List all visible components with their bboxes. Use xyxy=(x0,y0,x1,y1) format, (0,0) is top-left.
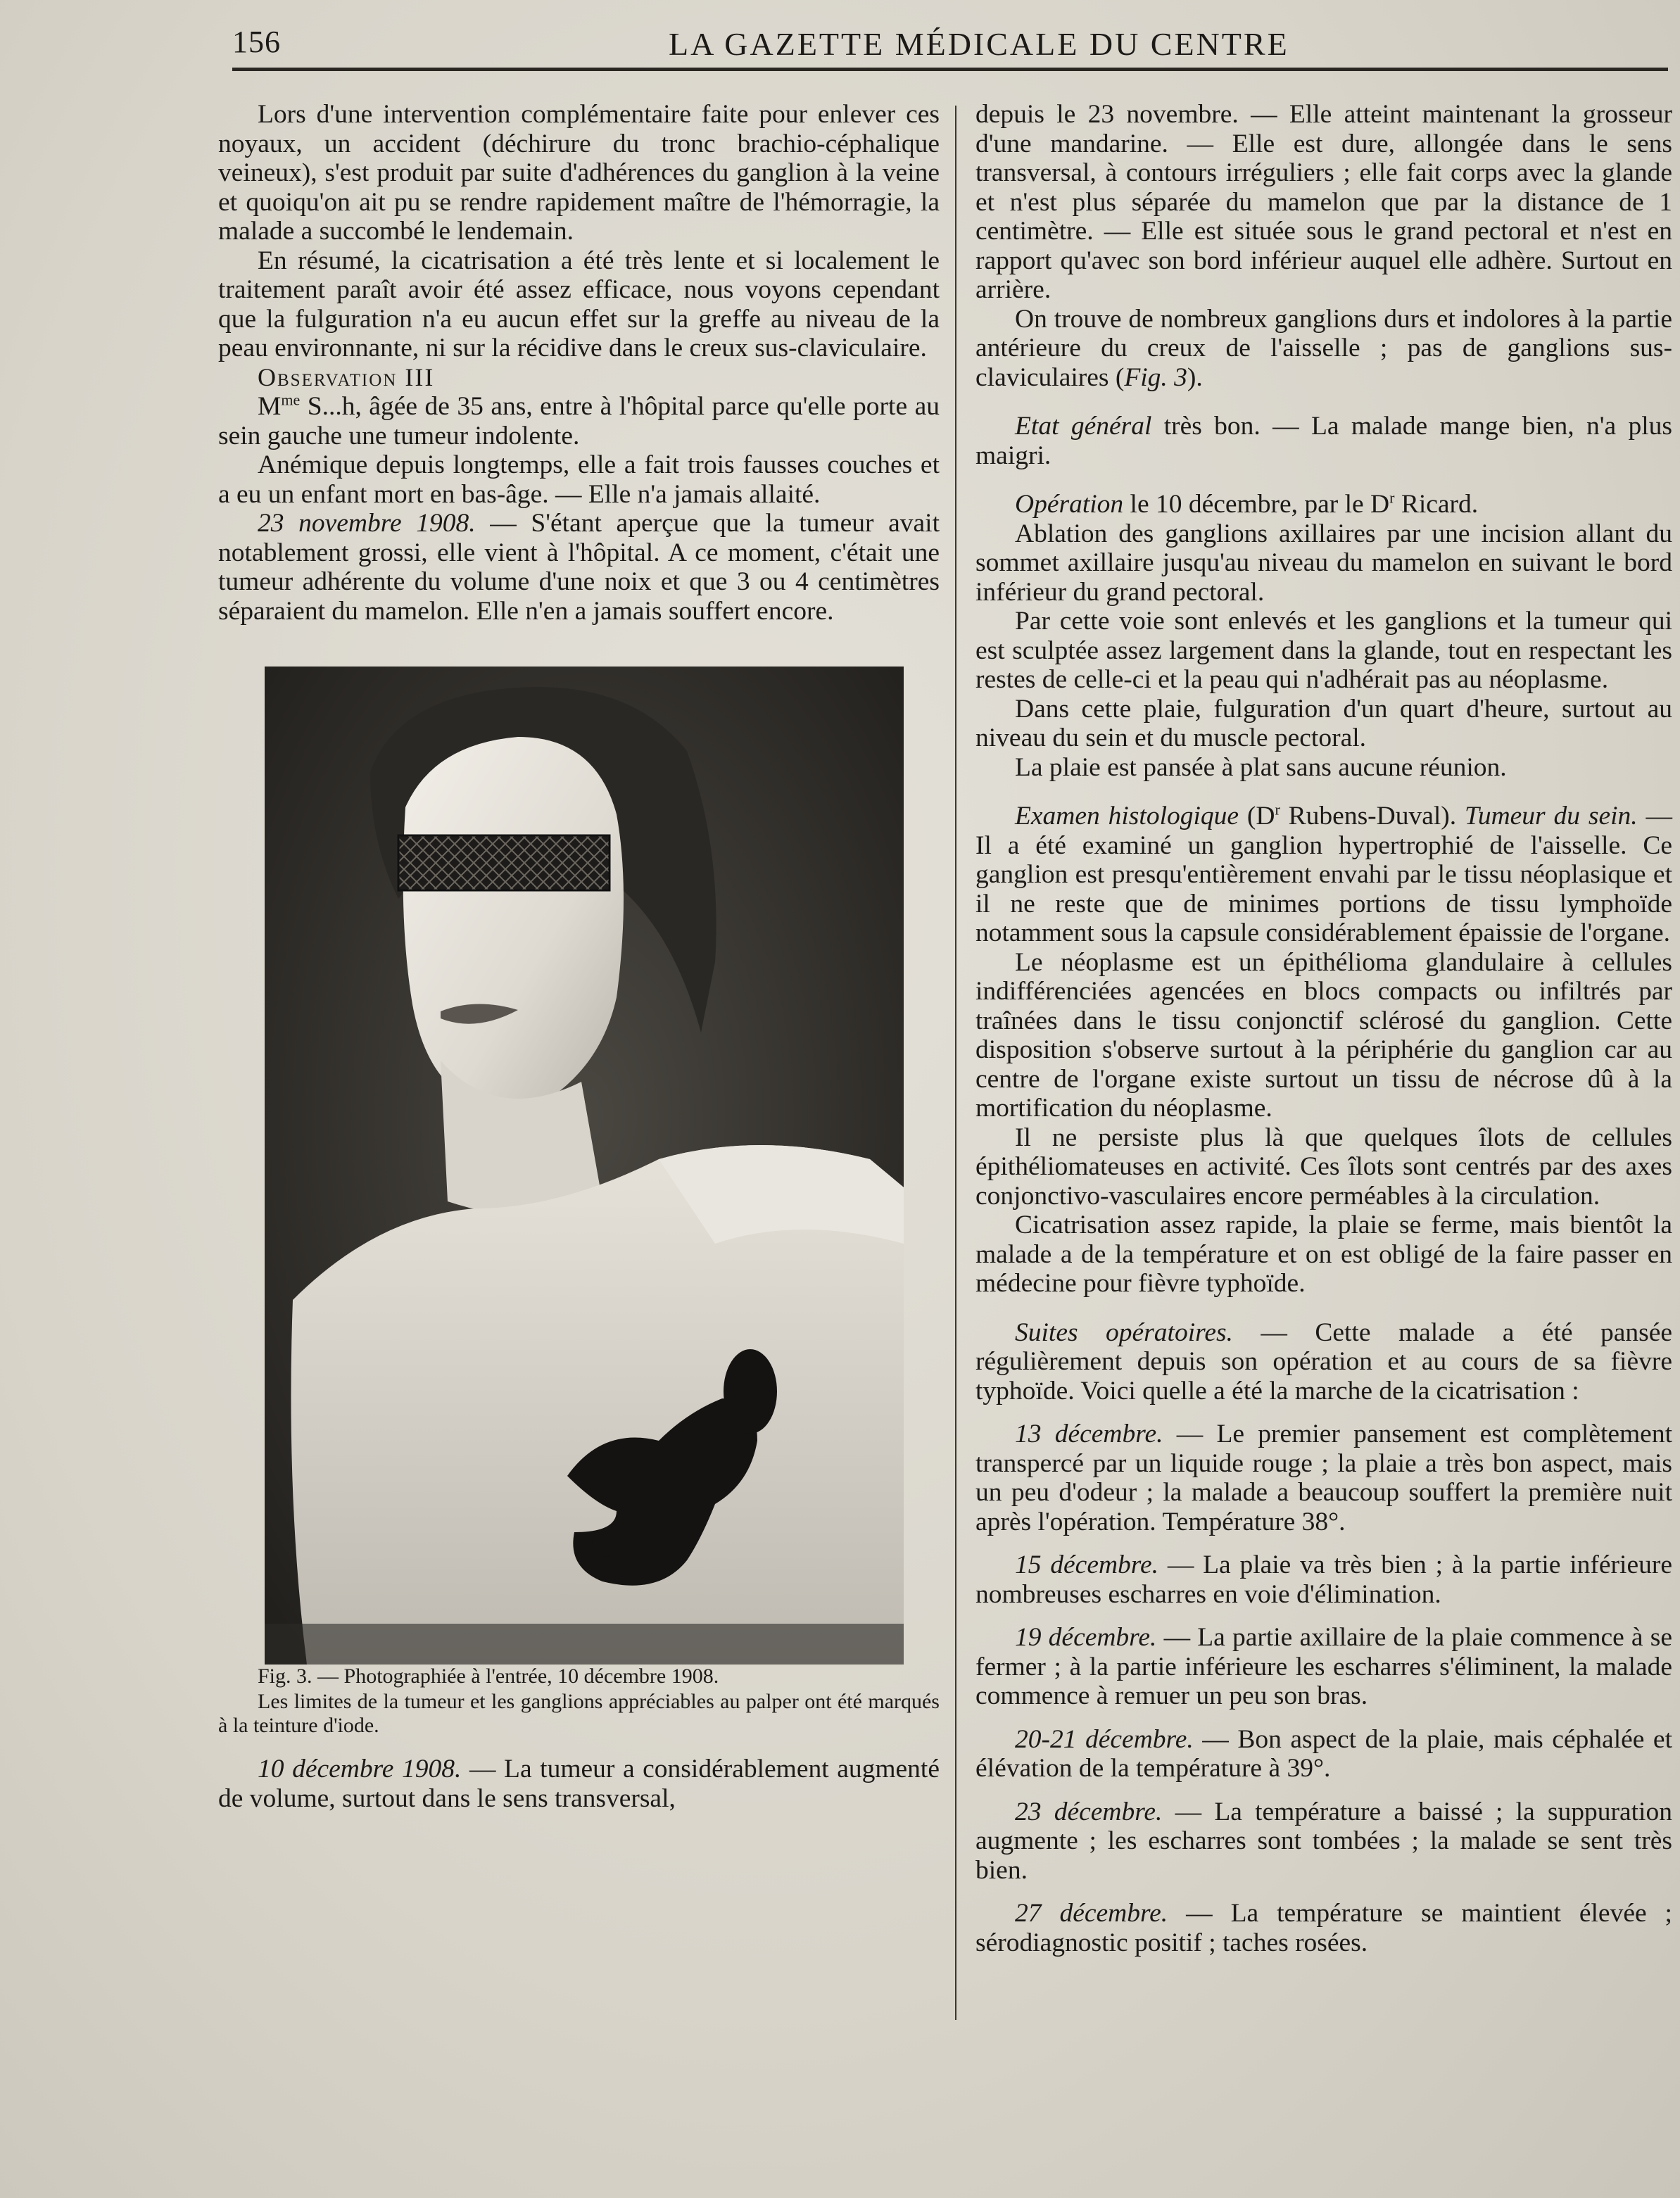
paragraph xyxy=(975,1798,1672,1886)
paragraph: Cicatrisation assez rapide, la plaie se ferme, mais bientôt la malade a de la température et on est obligé de la faire passer en médecine pour fièvre typhoïde. xyxy=(975,1211,1672,1298)
paragraph xyxy=(975,1420,1672,1536)
paragraph: Par cette voie sont enlevés et les ganglions et la tumeur qui est sculptée assez largement dans la glande, tout en respectant les restes de celle-ci et la peau qui n'adhérait pas au néoplasme. xyxy=(975,607,1672,694)
paragraph: Lors d'une intervention complémentaire faite pour enlever ces noyaux, un accident (déchirure du tronc brachio-céphalique veineux), s'est produit par suite d'adhérences du ganglion à la veine et quoiqu'on ait pu se rendre rapidement maître de l'hémorragie, la malade a succombé le lendemain. xyxy=(218,100,940,246)
paragraph xyxy=(975,1899,1672,1957)
column-divider xyxy=(955,106,956,2020)
title-abbrev-sup: r xyxy=(1275,800,1280,819)
paragraph xyxy=(975,412,1672,470)
figure-photograph xyxy=(265,667,904,1665)
paragraph-text: — La plaie va très bien ; à la partie inférieure nombreuses escharres en voie d'élimination. xyxy=(975,1550,1672,1609)
section-label: Tumeur du sein. xyxy=(1465,802,1638,830)
paragraph-text: — Il a été examiné un ganglion hypertrophié de l'aisselle. Ce ganglion est presqu'entièrement envahi par le tissu néoplasique et il ne reste que de minimes portions de tissu lymphoïde notamment sous la capsule considérablement épaissie de l'organe. xyxy=(975,802,1672,947)
left-column xyxy=(218,100,940,1813)
paragraph xyxy=(218,392,940,450)
paragraph xyxy=(975,490,1672,519)
entry-date: 15 décembre. xyxy=(1015,1550,1159,1579)
figure-caption-line-1: Fig. 3. — Photographiée à l'entrée, 10 décembre 1908. xyxy=(258,1665,719,1688)
section-label: Suites opératoires. xyxy=(1015,1318,1233,1347)
paragraph xyxy=(218,509,940,626)
entry-date: 23 décembre. xyxy=(1015,1797,1163,1826)
figure-caption-line-2: Les limites de la tumeur et les ganglions appréciables au palper ont été marqués à la teinture d'iode. xyxy=(218,1690,940,1737)
paragraph-text: — Le premier pansement est complètement transpercé par un liquide rouge ; la plaie a très bon aspect, mais un peu d'odeur ; la malade a beaucoup souffert la première nuit après l'opération. Température 38°. xyxy=(975,1420,1672,1536)
paragraph-text: Rubens-Duval). xyxy=(1280,802,1465,830)
paragraph-text: — La tumeur a considérablement augmenté de volume, surtout dans le sens transversal, xyxy=(218,1755,940,1813)
running-title: LA GAZETTE MÉDICALE DU CENTRE xyxy=(669,26,1289,62)
paragraph: Il ne persiste plus là que quelques îlots de cellules épithéliomateuses en activité. Ces îlots sont centrés par des axes conjonctivo-vasculaires encore perméables à la circulation. xyxy=(975,1123,1672,1211)
paragraph-text: S...h, âgée de 35 ans, entre à l'hôpital parce qu'elle porte au sein gauche une tumeur indolente. xyxy=(218,392,940,450)
entry-date: 13 décembre. xyxy=(1015,1420,1163,1448)
paragraph-text: — La partie axillaire de la plaie commence à se fermer ; à la partie inférieure les escharres s'éliminent, la malade commence à remuer un peu son bras. xyxy=(975,1623,1672,1710)
observation-heading: Observation III xyxy=(258,362,435,391)
section-label: Etat général xyxy=(1015,412,1152,441)
entry-date: 19 décembre. xyxy=(1015,1623,1157,1652)
paragraph: Anémique depuis longtemps, elle a fait trois fausses couches et a eu un enfant mort en bas-âge. — Elle n'a jamais allaité. xyxy=(218,450,940,509)
right-column xyxy=(975,100,1672,1957)
section-label: Examen histologique xyxy=(1015,802,1239,830)
paragraph xyxy=(218,1755,940,1813)
paragraph-text: (D xyxy=(1239,802,1275,830)
paragraph-text: le 10 décembre, par le D xyxy=(1123,490,1390,519)
page-header xyxy=(232,21,1668,63)
title-abbrev: M xyxy=(258,392,282,421)
entry-date: 23 novembre 1908. xyxy=(258,509,476,538)
paragraph: Dans cette plaie, fulguration d'un quart d'heure, surtout au niveau du sein et du muscle pectoral. xyxy=(975,694,1672,752)
paragraph-text: — S'étant aperçue que la tumeur avait notablement grossi, elle vient à l'hôpital. A ce moment, c'était une tumeur adhérente du volume d'une noix et que 3 ou 4 centimètres séparaient du mamelon. Elle n'en a jamais souffert encore. xyxy=(218,509,940,626)
paragraph-text: Ricard. xyxy=(1394,490,1479,519)
paragraph: La plaie est pansée à plat sans aucune réunion. xyxy=(1015,752,1507,782)
header-rule xyxy=(232,68,1668,71)
title-abbrev-sup: me xyxy=(281,391,301,409)
entry-date: 20-21 décembre. xyxy=(1015,1724,1194,1754)
paragraph: Le néoplasme est un épithélioma glandulaire à cellules indifférenciées agencées en blocs compacts ou infiltrés par traînées dans le tissu conjonctif sclérosé du ganglion. Cette disposition s'observe surtout à la périphérie du ganglion car au centre de l'organe existe surtout un tissu de nécrose dû à la mortification du néoplasme. xyxy=(975,947,1672,1123)
entry-date: 10 décembre 1908. xyxy=(258,1755,462,1783)
paragraph: En résumé, la cicatrisation a été très lente et si localement le traitement paraît avoir été assez efficace, nous voyons cependant que la fulguration n'a eu aucun effet sur la greffe au niveau de la peau environnante, ni sur la récidive dans le creux sus-claviculaire. xyxy=(218,246,940,362)
figure-reference: Fig. 3 xyxy=(1124,362,1187,392)
section-label: Opération xyxy=(1015,490,1124,519)
patient-photograph-icon xyxy=(265,667,904,1665)
title-abbrev-sup: r xyxy=(1389,488,1395,507)
paragraph-text: ). xyxy=(1187,362,1203,392)
paragraph: Ablation des ganglions axillaires par une incision allant du sommet axillaire jusqu'au niveau du mamelon en suivant le bord inférieur du grand pectoral. xyxy=(975,519,1672,607)
paragraph-text: — La température se maintient élevée ; sérodiagnostic positif ; taches rosées. xyxy=(975,1899,1672,1957)
paragraph-text: — Bon aspect de la plaie, mais céphalée et élévation de la température à 39°. xyxy=(975,1724,1672,1783)
entry-date: 27 décembre. xyxy=(1015,1899,1168,1928)
paragraph-text: très bon. — La malade mange bien, n'a plus maigri. xyxy=(975,412,1672,470)
page-number: 156 xyxy=(232,25,281,59)
paragraph: depuis le 23 novembre. — Elle atteint maintenant la grosseur d'une mandarine. — Elle est dure, allongée dans le sens transversal, à contours irréguliers ; elle fait corps avec la glande et n'est plus séparée du mamelon que par la distance de 1 centimètre. — Elle est située sous le grand pectoral et n'est en rapport qu'avec son bord inférieur auquel elle adhère. Surtout en arrière. xyxy=(975,100,1672,304)
paragraph xyxy=(975,305,1672,393)
paragraph-text: On trouve de nombreux ganglions durs et indolores à la partie antérieure du creux de l'aisselle ; pas de ganglions sus-claviculaires ( xyxy=(975,304,1672,392)
paragraph xyxy=(975,1623,1672,1711)
paragraph xyxy=(975,1550,1672,1609)
paragraph xyxy=(975,1318,1672,1406)
paragraph-text: — La température a baissé ; la suppuration augmente ; les escharres sont tombées ; la malade se sent très bien. xyxy=(975,1797,1672,1885)
paragraph xyxy=(975,1725,1672,1783)
paragraph-text: — Cette malade a été pansée régulièrement depuis son opération et au cours de sa fièvre typhoïde. Voici quelle a été la marche de la cicatrisation : xyxy=(975,1318,1672,1406)
paragraph xyxy=(975,802,1672,948)
